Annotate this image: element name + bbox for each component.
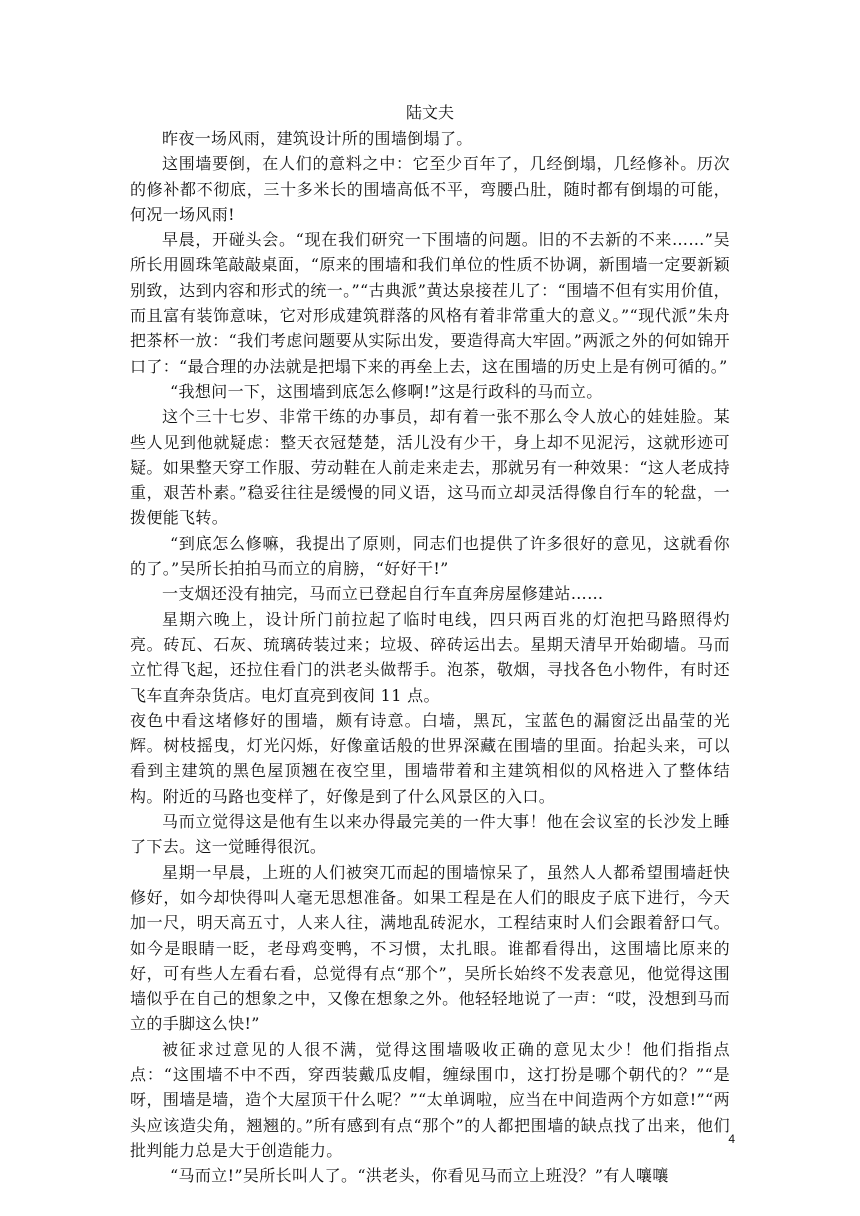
paragraph-4: “我想问一下，这围墙到底怎么修啊!”这是行政科的马而立。: [170, 381, 603, 401]
paragraph-12: 被征求过意见的人很不满，觉得这围墙吸收正确的意见太少！他们指指点点：“这围墙不中不西，穿西装戴瓜皮帽，缠绿围巾，这打扮是哪个朝代的？”“是呀，围墙是墙，造个大屋顶干什么呢？”“太单调啦，应当在中间造两个方如意!”“两头应该造尖角，翘翘的。”所有感到有点“那个”的人都把围墙的缺点找了出来，他们批判能力总是大于创造能力。: [130, 1039, 730, 1160]
paragraph-11: 星期一早晨，上班的人们被突兀而起的围墙惊呆了，虽然人人都希望围墙赶快修好，如今却快得叫人毫无思想准备。如果工程是在人们的眼皮子底下进行，今天加一尺，明天高五寸，人来人往，满地乱砖泥水，工程结束时人们会跟着舒口气。如今是眼睛一眨，老母鸡变鸭，不习惯，太扎眼。谁都看得出，这围墙比原来的好，可有些人左看右看，总觉得有点“那个”，吴所长始终不发表意见，他觉得这围墙似乎在自己的想象之中，又像在想象之外。他轻轻地说了一声：“哎，没想到马而立的手脚这么快!”: [130, 862, 730, 1034]
paragraph-8: 星期六晚上，设计所门前拉起了临时电线，四只两百兆的灯泡把马路照得灼亮。砖瓦、石灰、琉璃砖装过来；垃圾、碎砖运出去。星期天清早开始砌墙。马而立忙得飞起，还拉住看门的洪老头做帮手。泡茶，敬烟，寻找各色小物件，有时还飞车直奔杂货店。电灯直亮到夜间 11 点。: [130, 609, 730, 705]
page-number: 4: [728, 1132, 735, 1146]
paragraph-7: 一支烟还没有抽完，马而立已登起自行车直奔房屋修建站……: [162, 584, 604, 604]
paragraph-3: 早晨，开碰头会。“现在我们研究一下围墙的问题。旧的不去新的不来……”吴所长用圆珠笔敲敲桌面，“原来的围墙和我们单位的性质不协调，新围墙一定要新颖别致，达到内容和形式的统一。”“古典派”黄达泉接茬儿了：“围墙不但有实用价值，而且富有装饰意味，它对形成建筑群落的风格有着非常重大的意义。”“现代派”朱舟把茶杯一放：“我们考虑问题要从实际出发，要造得高大牢固。”两派之外的何如锦开口了：“最合理的办法就是把塌下来的再垒上去，这在围墙的历史上是有例可循的。”: [130, 230, 730, 376]
paragraph-1: 昨夜一场风雨，建筑设计所的围墙倒塌了。: [162, 129, 473, 148]
paragraph-13: “马而立!”吴所长叫人了。“洪老头，你看见马而立上班没？”有人嚷嚷: [170, 1166, 669, 1186]
paragraph-6: “到底怎么修嘛，我提出了原则，同志们也提供了许多很好的意见，这就看你的了。”吴所长拍拍马而立的肩膀，“好好干!”: [130, 533, 730, 579]
author-name: 陆文夫: [405, 103, 454, 122]
paragraph-10: 马而立觉得这是他有生以来办得最完美的一件大事！他在会议室的长沙发上睡了下去。这一觉睡得很沉。: [130, 812, 730, 857]
paragraph-5: 这个三十七岁、非常干练的办事员，却有着一张不那么令人放心的娃娃脸。某些人见到他就疑虑：整天衣冠楚楚，活儿没有少干，身上却不见泥污，这就形迹可疑。如果整天穿工作服、劳动鞋在人前走来走去，那就另有一种效果：“这人老成持重，艰苦朴素。”稳妥往往是缓慢的同义语，这马而立却灵活得像自行车的轮盘，一拨便能飞转。: [130, 407, 730, 528]
paragraph-2: 这围墙要倒，在人们的意料之中：它至少百年了，几经倒塌，几经修补。历次的修补都不彻底，三十多米长的围墙高低不平，弯腰凸肚，随时都有倒塌的可能，何况一场风雨!: [130, 154, 730, 224]
paragraph-9: 夜色中看这堵修好的围墙，颇有诗意。白墙，黑瓦，宝蓝色的漏窗泛出晶莹的光辉。树枝摇曳，灯光闪烁，好像童话般的世界深藏在围墙的里面。抬起头来，可以看到主建筑的黑色屋顶翘在夜空里，围墙带着和主建筑相似的风格进入了整体结构。附近的马路也变样了，好像是到了什么风景区的入口。: [130, 710, 730, 806]
document-page: [130, 100, 730, 1188]
